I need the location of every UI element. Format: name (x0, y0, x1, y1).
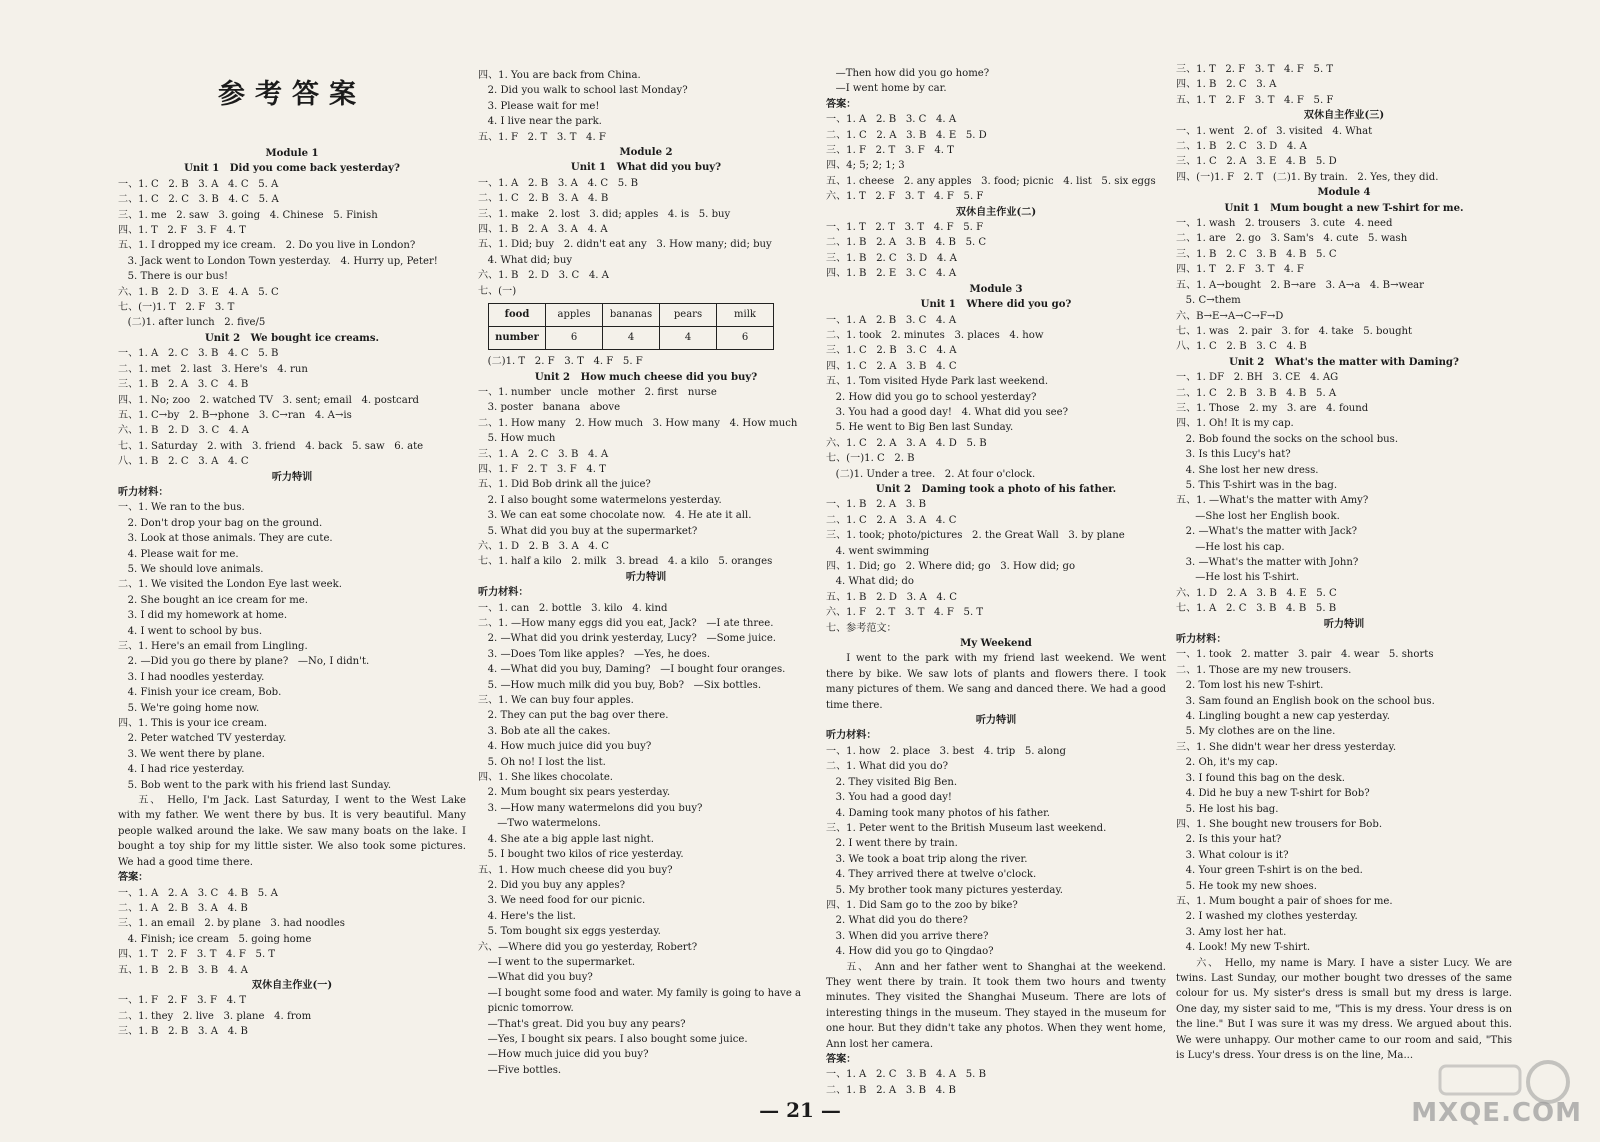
answer-line: 一、1. went 2. of 3. visited 4. What (1176, 125, 1373, 137)
answer-line: 一、1. A 2. A 3. C 4. B 5. A (118, 887, 278, 899)
section-heading: Unit 1 Mum bought a new T-shirt for me. (1224, 202, 1464, 214)
answer-line: 一、1. F 2. F 3. F 4. T (118, 995, 247, 1007)
answer-line: 六、1. C 2. A 3. A 4. D 5. B (826, 437, 987, 449)
answer-line: 三、1. Peter went to the British Museum last weekend. (826, 822, 1107, 834)
section-heading: Unit 1 Where did you go? (920, 299, 1072, 311)
answer-line: 七、1. half a kilo 2. milk 3. bread 4. a kilo 5. oranges (478, 556, 773, 568)
answer-line: —I went to the supermarket. (478, 956, 636, 968)
answer-line: 4. She ate a big apple last night. (478, 833, 654, 845)
section-heading: Module 1 (265, 148, 319, 159)
answer-line: —Two watermelons. (478, 818, 601, 830)
answer-line: 4. What did; do (826, 576, 914, 588)
col1-lines (118, 146, 466, 1040)
answer-line: (二)1. Under a tree. 2. At four o'clock. (826, 468, 1036, 480)
answer-line: 五、1. F 2. T 3. T 4. F (478, 131, 606, 143)
label-heading: 听力材料： (478, 587, 529, 599)
answer-line: 五、1. —What's the matter with Amy? (1176, 495, 1369, 507)
answer-line: 五、1. Tom visited Hyde Park last weekend. (826, 376, 1049, 388)
label-heading: 答案： (118, 872, 149, 884)
food-table-number: 4 (603, 327, 660, 350)
answer-line: 4. Finish your ice cream, Bob. (118, 687, 282, 699)
answer-line: 2. She bought an ice cream for me. (118, 594, 308, 606)
answer-line: 四、1. C 2. A 3. B 4. C (826, 360, 957, 372)
answer-line: 二、1. A 2. B 3. A 4. B (118, 902, 248, 914)
answer-line: 三、1. She didn't wear her dress yesterday. (1176, 741, 1397, 753)
answer-line: 二、1. How many 2. How much 3. How many 4. How much (478, 417, 798, 429)
answer-line: 四、1. She likes chocolate. (478, 772, 614, 784)
answer-line: 三、1. We can buy four apples. (478, 695, 634, 707)
col4-lines (1176, 62, 1512, 1063)
answer-line: 4. They arrived there at twelve o'clock. (826, 869, 1037, 881)
answer-line: 2. Don't drop your bag on the ground. (118, 517, 323, 529)
answer-line: 一、1. B 2. A 3. B (826, 499, 927, 511)
answer-line: 二、1. C 2. A 3. B 4. E 5. D (826, 129, 987, 141)
answer-line: 三、1. B 2. B 3. A 4. B (118, 1026, 248, 1038)
passage-text: 六、 Hello, my name is Mary. I have a sister Lucy. We are twins. Last Sunday, our mother bought two dresses of the same colour for us. My sister's dress is small but my dress is large. One day, my sister said to me, "This is my dress. Your dress is on the line." But I was sure it was my dress. We argued about this. We were unhappy. Our mother came to our room and said, "This is Lucy's dress. Your dress is on the line, Ma... (1176, 957, 1512, 1061)
answer-line: 五、1. B 2. B 3. B 4. A (118, 964, 248, 976)
answer-line: 二、1. We visited the London Eye last week. (118, 579, 342, 591)
answer-line: 四、1. B 2. A 3. A 4. A (478, 224, 608, 236)
watermark-text: MXQE.COM (1411, 1098, 1582, 1128)
answer-line: 四、1. B 2. C 3. A (1176, 79, 1277, 91)
section-heading: Module 4 (1317, 187, 1371, 199)
answer-line: 四、1. T 2. F 3. F 4. T (118, 225, 246, 237)
page-title: 参考答案 (218, 79, 366, 110)
answer-line: 四、(一)1. F 2. T (二)1. By train. 2. Yes, they did. (1176, 171, 1439, 183)
answer-line: 3. I did my homework at home. (118, 610, 288, 622)
answer-line: —What did you buy? (478, 972, 593, 984)
answer-line: 5. —How much milk did you buy, Bob? —Six bottles. (478, 679, 762, 691)
answer-line: 3. Look at those animals. They are cute. (118, 533, 333, 545)
answer-line: 4. I went to school by bus. (118, 625, 263, 637)
answer-line: 五、1. How much cheese did you buy? (478, 864, 673, 876)
answer-line: 八、1. B 2. C 3. A 4. C (118, 456, 249, 468)
answer-line: 四、1. She bought new trousers for Bob. (1176, 818, 1383, 830)
answer-line: 一、1. how 2. place 3. best 4. trip 5. along (826, 745, 1066, 757)
answer-line: 2. What did you do there? (826, 915, 968, 927)
answer-line: 4. Here's the list. (478, 910, 576, 922)
label-heading: 听力材料： (826, 730, 877, 742)
answer-line: 六、1. B 2. D 3. C 4. A (118, 425, 249, 437)
answer-line: 2. Mum bought six pears yesterday. (478, 787, 671, 799)
answer-line: 三、1. took; photo/pictures 2. the Great Wall 3. by plane (826, 530, 1125, 542)
answer-line: (二)1. after lunch 2. five/5 (118, 317, 266, 329)
answer-line: 三、1. B 2. C 3. D 4. A (826, 252, 957, 264)
page-number: — 21 — (759, 1098, 841, 1122)
answer-line: 二、1. B 2. A 3. B 4. B 5. C (826, 237, 987, 249)
answer-line: —She lost her English book. (1176, 510, 1340, 522)
answer-line: 3. Sam found an English book on the school bus. (1176, 695, 1435, 707)
answer-line: 2. Tom lost his new T-shirt. (1176, 680, 1324, 692)
answer-line: —He lost his cap. (1176, 541, 1285, 553)
answer-line: 三、1. C 2. A 3. E 4. B 5. D (1176, 156, 1337, 168)
answer-line: 三、1. F 2. T 3. F 4. T (826, 145, 954, 157)
answer-line: 5. Tom bought six eggs yesterday. (478, 926, 661, 938)
section-heading: 听力特训 (625, 571, 667, 583)
food-table-item: milk (717, 304, 774, 327)
answer-line: 一、1. A 2. C 3. B 4. A 5. B (826, 1069, 987, 1081)
answer-line: 四、1. You are back from China. (478, 70, 641, 81)
answer-line: 四、1. Did Sam go to the zoo by bike? (826, 899, 1018, 911)
answer-line: 四、1. This is your ice cream. (118, 718, 268, 730)
food-table-number: 6 (546, 327, 603, 350)
answer-line: 4. How did you go to Qingdao? (826, 946, 994, 958)
answer-line: 3. We can eat some chocolate now. 4. He ate it all. (478, 510, 752, 522)
answer-line: 五、1. Did; buy 2. didn't eat any 3. How many; did; buy (478, 239, 772, 251)
answer-line: 5. How much (478, 433, 556, 445)
answer-line: 4. How much juice did you buy? (478, 741, 652, 753)
answer-line: 七、(一)1. T 2. F 3. T (118, 302, 235, 314)
answer-line: 六、1. B 2. D 3. E 4. A 5. C (118, 286, 279, 298)
answer-line: 2. I went there by train. (826, 838, 958, 850)
answer-line: 3. You had a good day! (826, 792, 952, 804)
answer-line: —Five bottles. (478, 1064, 562, 1076)
answer-line: 二、1. B 2. A 3. B 4. B (826, 1084, 956, 1096)
answer-line: 4. Did he buy a new T-shirt for Bob? (1176, 788, 1370, 800)
label-heading: 答案： (826, 1054, 857, 1065)
answer-line: 三、1. Those 2. my 3. are 4. found (1176, 402, 1369, 414)
answer-line: 七、1. A 2. C 3. B 4. B 5. B (1176, 603, 1337, 615)
answer-line: 5. There is our bus! (118, 271, 229, 283)
answer-line: 三、1. Here's an email from Lingling. (118, 641, 308, 652)
answer-line: 七、参考范文： (826, 622, 897, 634)
passage-text: I went to the park with my friend last weekend. We went there by bike. We saw lots of plants and flowers there. I took many pictures of them. We sang and danced there. We had a good time there. (826, 653, 1166, 711)
answer-line: 六、1. D 2. A 3. B 4. E 5. C (1176, 587, 1337, 599)
answer-line: 五、1. A→bought 2. B→are 3. A→a 4. B→wear (1176, 279, 1425, 291)
answer-line: 四、1. Did; go 2. Where did; go 3. How did; go (826, 561, 1076, 572)
answer-line: 4. Lingling bought a new cap yesterday. (1176, 711, 1390, 723)
answer-line: 5. My clothes are on the line. (1176, 726, 1336, 738)
answer-line: 六、1. F 2. T 3. T 4. F 5. T (826, 607, 984, 619)
answer-line: 一、1. A 2. B 3. A 4. C 5. B (478, 177, 639, 189)
answer-line: 四、1. Oh! It is my cap. (1176, 418, 1294, 430)
answer-line: 一、1. A 2. B 3. C 4. A (826, 314, 957, 326)
answer-line: 5. We're going home now. (118, 702, 260, 714)
answer-line: 3. What colour is it? (1176, 849, 1289, 861)
answer-line: 二、1. C 2. A 3. A 4. C (826, 514, 957, 526)
column-4 (1176, 62, 1512, 1063)
food-table-number: 6 (717, 327, 774, 350)
answer-line: 3. —How many watermelons did you buy? (478, 802, 703, 814)
section-heading: 听力特训 (1323, 618, 1365, 630)
answer-line: 3. Jack went to London Town yesterday. 4. Hurry up, Peter! (118, 255, 438, 267)
answer-line: 2. Did you buy any apples? (478, 879, 625, 891)
answer-line: 2. Bob found the socks on the school bus. (1176, 433, 1399, 445)
answer-line: 三、1. B 2. A 3. C 4. B (118, 379, 249, 391)
section-heading: 听力特训 (975, 715, 1017, 727)
food-table-header-label: food (489, 304, 546, 327)
answer-line: 2. I also bought some watermelons yesterday. (478, 494, 722, 506)
answer-line: 2. Is this your hat? (1176, 834, 1282, 846)
answer-line: 二、1. B 2. C 3. D 4. A (1176, 141, 1307, 153)
answer-line: 七、1. Saturday 2. with 3. friend 4. back 5. saw 6. ate (118, 440, 424, 452)
answer-line: 2. —What did you drink yesterday, Lucy? —Some juice. (478, 633, 777, 645)
answer-line: 4. went swimming (826, 545, 930, 557)
food-table-item: bananas (603, 304, 660, 327)
answer-line: 4. She lost her new dress. (1176, 464, 1319, 476)
passage-text: 五、 Ann and her father went to Shanghai at the weekend. They went there by train. It took them two hours and twenty minutes. They visited the Shanghai Museum. There are lots of interesting things in the museum. They stayed in the museum for one hour. But they didn't take any photos. When they went home, Ann lost her camera. (826, 961, 1166, 1050)
answer-line: 二、1. —How many eggs did you eat, Jack? —I ate three. (478, 618, 774, 629)
answer-line: 二、1. they 2. live 3. plane 4. from (118, 1010, 312, 1022)
answer-line: 五、1. Did Bob drink all the juice? (478, 479, 651, 491)
section-heading: 听力特训 (271, 471, 313, 483)
answer-line: 二、1. C 2. B 3. A 4. B (478, 193, 609, 205)
answer-line: 五、1. C→by 2. B→phone 3. C→ran 4. A→is (118, 409, 352, 421)
answer-line: 4. Please wait for me. (118, 548, 239, 560)
answer-line: 5. This T-shirt was in the bag. (1176, 479, 1338, 491)
answer-line: 四、1. No; zoo 2. watched TV 3. sent; email 4. postcard (118, 394, 420, 406)
answer-line: (二)1. T 2. F 3. T 4. F 5. F (478, 356, 643, 368)
label-heading: 听力材料： (1176, 634, 1227, 646)
answer-line: 七、1. was 2. pair 3. for 4. take 5. bought (1176, 325, 1413, 337)
answer-line: 5. He went to Big Ben last Sunday. (826, 422, 1014, 434)
answer-line: —Then how did you go home? (826, 68, 990, 79)
answer-line: 4. Your green T-shirt is on the bed. (1176, 865, 1363, 877)
answer-line: 4. —What did you buy, Daming? —I bought four oranges. (478, 664, 786, 676)
answer-line: 五、1. B 2. D 3. A 4. C (826, 591, 957, 603)
answer-line: 3. —What's the matter with John? (1176, 557, 1359, 568)
answer-line: 一、1. We ran to the bus. (118, 502, 245, 514)
answer-line: 二、1. C 2. B 3. B 4. B 5. A (1176, 387, 1337, 399)
section-heading: Unit 2 Daming took a photo of his father. (875, 483, 1117, 495)
food-table-number-row (489, 327, 774, 350)
answer-line: —He lost his T-shirt. (1176, 572, 1300, 584)
answer-line: 六、B→E→A→C→F→D (1176, 310, 1284, 322)
section-heading: Unit 2 What's the matter with Daming? (1229, 356, 1459, 368)
answer-line: picnic tomorrow. (478, 1003, 574, 1015)
answer-line: 4. I live near the park. (478, 116, 602, 128)
col2-bottom-lines (478, 354, 814, 1078)
answer-line: 5. I bought two kilos of rice yesterday. (478, 849, 684, 861)
answer-line: 4. What did; buy (478, 254, 573, 266)
answer-line: 五、1. cheese 2. any apples 3. food; picnic 4. list 5. six eggs (826, 175, 1156, 187)
answer-line: 3. We need food for our picnic. (478, 895, 646, 907)
answer-line: 六、1. T 2. F 3. T 4. F 5. F (826, 191, 984, 203)
column-2 (478, 68, 814, 1078)
answer-line: 五、1. I dropped my ice cream. 2. Do you live in London? (118, 240, 416, 252)
food-table-item: apples (546, 304, 603, 327)
food-table (488, 303, 774, 350)
answer-line: —How much juice did you buy? (478, 1049, 649, 1061)
answer-line: 3. poster banana above (478, 402, 621, 414)
answer-line: 六、1. B 2. D 3. C 4. A (478, 270, 609, 282)
section-heading: Unit 1 What did you buy? (570, 162, 722, 174)
section-heading: Unit 1 Did you come back yesterday? (184, 163, 400, 175)
answer-line: 3. I found this bag on the desk. (1176, 772, 1345, 784)
answer-line: 2. —What's the matter with Jack? (1176, 526, 1357, 538)
answer-line: 5. Bob went to the park with his friend last Sunday. (118, 779, 392, 791)
answer-line: 5. What did you buy at the supermarket? (478, 525, 698, 537)
answer-line: 七、(一) (478, 285, 517, 297)
answer-line: 5. He lost his bag. (1176, 803, 1279, 815)
answer-line: 一、1. T 2. T 3. T 4. F 5. F (826, 222, 984, 234)
answer-line: 5. My brother took many pictures yesterday. (826, 884, 1064, 896)
section-heading: 双休自主作业(二) (955, 206, 1037, 218)
answer-line: 四、1. B 2. E 3. C 4. A (826, 268, 957, 280)
col2-top-lines (478, 68, 814, 299)
answer-line: 三、1. make 2. lost 3. did; apples 4. is 5. buy (478, 208, 731, 220)
answer-line: 4. Daming took many photos of his father. (826, 807, 1050, 819)
answer-line: 三、1. an email 2. by plane 3. had noodles (118, 918, 345, 930)
answer-line: 三、1. me 2. saw 3. going 4. Chinese 5. Finish (118, 209, 378, 221)
answer-line: 六、—Where did you go yesterday, Robert? (478, 941, 698, 953)
answer-line: 3. You had a good day! 4. What did you see? (826, 406, 1068, 418)
answer-line: 五、1. T 2. F 3. T 4. F 5. F (1176, 94, 1334, 106)
label-heading: 听力材料： (118, 486, 169, 498)
answer-line: 四、1. T 2. F 3. T 4. F 5. T (118, 949, 276, 961)
answer-line: 二、1. What did you do? (826, 761, 948, 773)
answer-line: 3. When did you arrive there? (826, 930, 989, 942)
answer-line: 一、1. took 2. matter 3. pair 4. wear 5. shorts (1176, 649, 1434, 661)
answer-line: 2. Peter watched TV yesterday. (118, 733, 287, 745)
answer-line: 4. Finish; ice cream 5. going home (118, 933, 312, 945)
answer-line: 3. We took a boat trip along the river. (826, 853, 1028, 865)
answer-line: 七、(一)1. C 2. B (826, 453, 915, 465)
answer-line: 3. I had noodles yesterday. (118, 671, 265, 683)
answer-line: 一、1. can 2. bottle 3. kilo 4. kind (478, 602, 668, 614)
answer-line: 二、1. C 2. C 3. B 4. C 5. A (118, 194, 279, 206)
answer-line: 四、1. F 2. T 3. F 4. T (478, 463, 606, 475)
answer-line: 4. Look! My new T-shirt. (1176, 942, 1311, 954)
answer-line: 2. Oh, it's my cap. (1176, 757, 1278, 769)
answer-line: 二、1. met 2. last 3. Here's 4. run (118, 363, 308, 375)
answer-line: 四、4; 5; 2; 1; 3 (826, 160, 905, 172)
answer-line: —Yes, I bought six pears. I also bought some juice. (478, 1033, 748, 1045)
answer-line: 2. How did you go to school yesterday? (826, 391, 1037, 403)
answer-line: 一、1. wash 2. trousers 3. cute 4. need (1176, 218, 1393, 230)
answer-line: —That's great. Did you buy any pears? (478, 1018, 686, 1030)
section-heading: My Weekend (960, 638, 1032, 650)
answer-line: 一、1. A 2. B 3. C 4. A (826, 114, 957, 126)
food-table-header-row (489, 304, 774, 327)
answer-line: 二、1. took 2. minutes 3. places 4. how (826, 329, 1044, 341)
column-3 (826, 66, 1166, 1098)
section-heading: Module 2 (619, 147, 673, 159)
answer-line: —I went home by car. (826, 83, 947, 95)
passage-text: 五、 Hello, I'm Jack. Last Saturday, I went to the West Lake with my father. We went there by bus. It is very beautiful. Many people walked around the lake. We saw many boats on the lake. I bought a toy ship for my little sister. We also took some pictures. We had a good time there. (118, 795, 466, 868)
answer-line: 2. I washed my clothes yesterday. (1176, 911, 1358, 923)
label-heading: 答案： (826, 98, 857, 110)
food-table-number: 4 (660, 327, 717, 350)
answer-line: 六、1. D 2. B 3. A 4. C (478, 540, 609, 552)
answer-line: 2. They can put the bag over there. (478, 710, 669, 722)
answer-line: 5. Oh no! I lost the list. (478, 756, 606, 768)
section-heading: Unit 2 How much cheese did you buy? (534, 371, 758, 383)
section-heading: 双休自主作业(三) (1303, 110, 1385, 122)
answer-line: 一、1. A 2. C 3. B 4. C 5. B (118, 348, 279, 360)
section-heading: 双休自主作业(一) (251, 979, 333, 991)
answer-line: 3. Bob ate all the cakes. (478, 725, 611, 737)
answer-line: 三、1. C 2. B 3. C 4. A (826, 345, 957, 357)
answer-line: 3. Please wait for me! (478, 100, 600, 112)
answer-line: 三、1. A 2. C 3. B 4. A (478, 448, 609, 460)
answer-line: 一、1. DF 2. BH 3. CE 4. AG (1176, 372, 1339, 384)
answer-line: —I bought some food and water. My family is going to have a (478, 987, 802, 999)
answer-line: 3. Is this Lucy's hat? (1176, 449, 1291, 461)
answer-line: 四、1. T 2. F 3. T 4. F (1176, 264, 1304, 276)
answer-line: 2. They visited Big Ben. (826, 776, 958, 788)
answer-line: 2. —Did you go there by plane? —No, I didn't. (118, 656, 370, 668)
answer-line: 3. Amy lost her hat. (1176, 926, 1287, 938)
answer-line: 一、1. C 2. B 3. A 4. C 5. A (118, 178, 279, 190)
section-heading: Module 3 (969, 283, 1023, 295)
answer-line: 五、1. Mum bought a pair of shoes for me. (1176, 895, 1393, 907)
answer-line: 三、1. T 2. F 3. T 4. F 5. T (1176, 64, 1334, 75)
answer-line: 二、1. are 2. go 3. Sam's 4. cute 5. wash (1176, 233, 1408, 245)
answer-line: 5. C→them (1176, 295, 1241, 307)
answer-line: 一、1. number uncle mother 2. first nurse (478, 386, 717, 398)
answer-line: 二、1. Those are my new trousers. (1176, 664, 1352, 676)
food-table-row-label: number (489, 327, 546, 350)
answer-line: 3. —Does Tom like apples? —Yes, he does. (478, 648, 711, 660)
answer-line: 2. Did you walk to school last Monday? (478, 85, 688, 97)
answer-line: 4. I had rice yesterday. (118, 764, 245, 776)
section-heading: Unit 2 We bought ice creams. (204, 332, 380, 344)
answer-line: 3. We went there by plane. (118, 748, 265, 760)
col3-lines (826, 66, 1166, 1098)
column-1 (118, 62, 466, 1040)
answer-line: 八、1. C 2. B 3. C 4. B (1176, 341, 1307, 353)
answer-line: 5. We should love animals. (118, 563, 264, 575)
answer-line: 三、1. B 2. C 3. B 4. B 5. C (1176, 248, 1337, 260)
food-table-item: pears (660, 304, 717, 327)
answer-line: 5. He took my new shoes. (1176, 880, 1317, 892)
